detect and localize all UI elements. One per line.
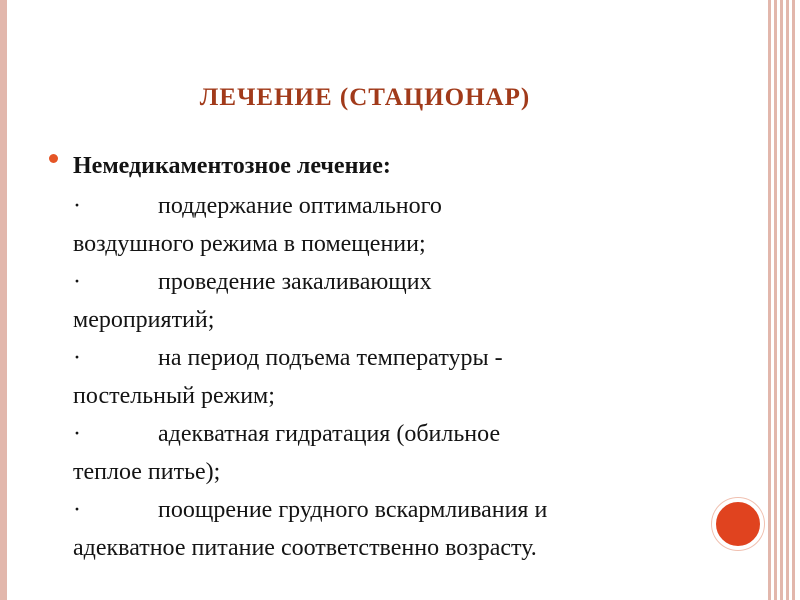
list-item-text: мероприятий; [73, 307, 215, 333]
right-border-stripe [774, 0, 777, 600]
right-border-stripe [780, 0, 783, 600]
slide-title: ЛЕЧЕНИЕ (СТАЦИОНАР) [199, 84, 531, 111]
list-item [73, 491, 693, 567]
list-item-text: поощрение грудного вскармливания и [158, 497, 548, 523]
bullet-dot: · [73, 269, 81, 295]
list-item-text: на период подъема температуры - [158, 345, 503, 371]
list-item [73, 263, 693, 339]
right-border-stripe [786, 0, 789, 600]
right-border-stripe [792, 0, 795, 600]
list-item-text: воздушного режима в помещении; [73, 231, 426, 257]
list-item-text: постельный режим; [73, 383, 275, 409]
list-item [73, 415, 693, 491]
list-item-text: проведение закаливающих [158, 269, 432, 295]
bullet-dot: · [73, 497, 81, 523]
section-heading: Немедикаментозное лечение: [73, 153, 391, 179]
bullet-dot: · [73, 193, 81, 219]
list-item-text: адекватная гидратация (обильное [158, 421, 501, 447]
list-item-text: адекватное питание соответственно возрасту. [73, 535, 537, 561]
decorative-circle-icon [712, 498, 764, 550]
list-item-text: поддержание оптимального [158, 193, 442, 219]
bullet-dot: · [73, 345, 81, 371]
list-item-text: теплое питье); [73, 459, 221, 485]
right-border-stripe [768, 0, 771, 600]
bullet-circle-icon [49, 154, 58, 163]
list-item [73, 339, 693, 415]
slide-body [73, 145, 693, 567]
bullet-dot: · [73, 421, 81, 447]
list-item [73, 187, 693, 263]
